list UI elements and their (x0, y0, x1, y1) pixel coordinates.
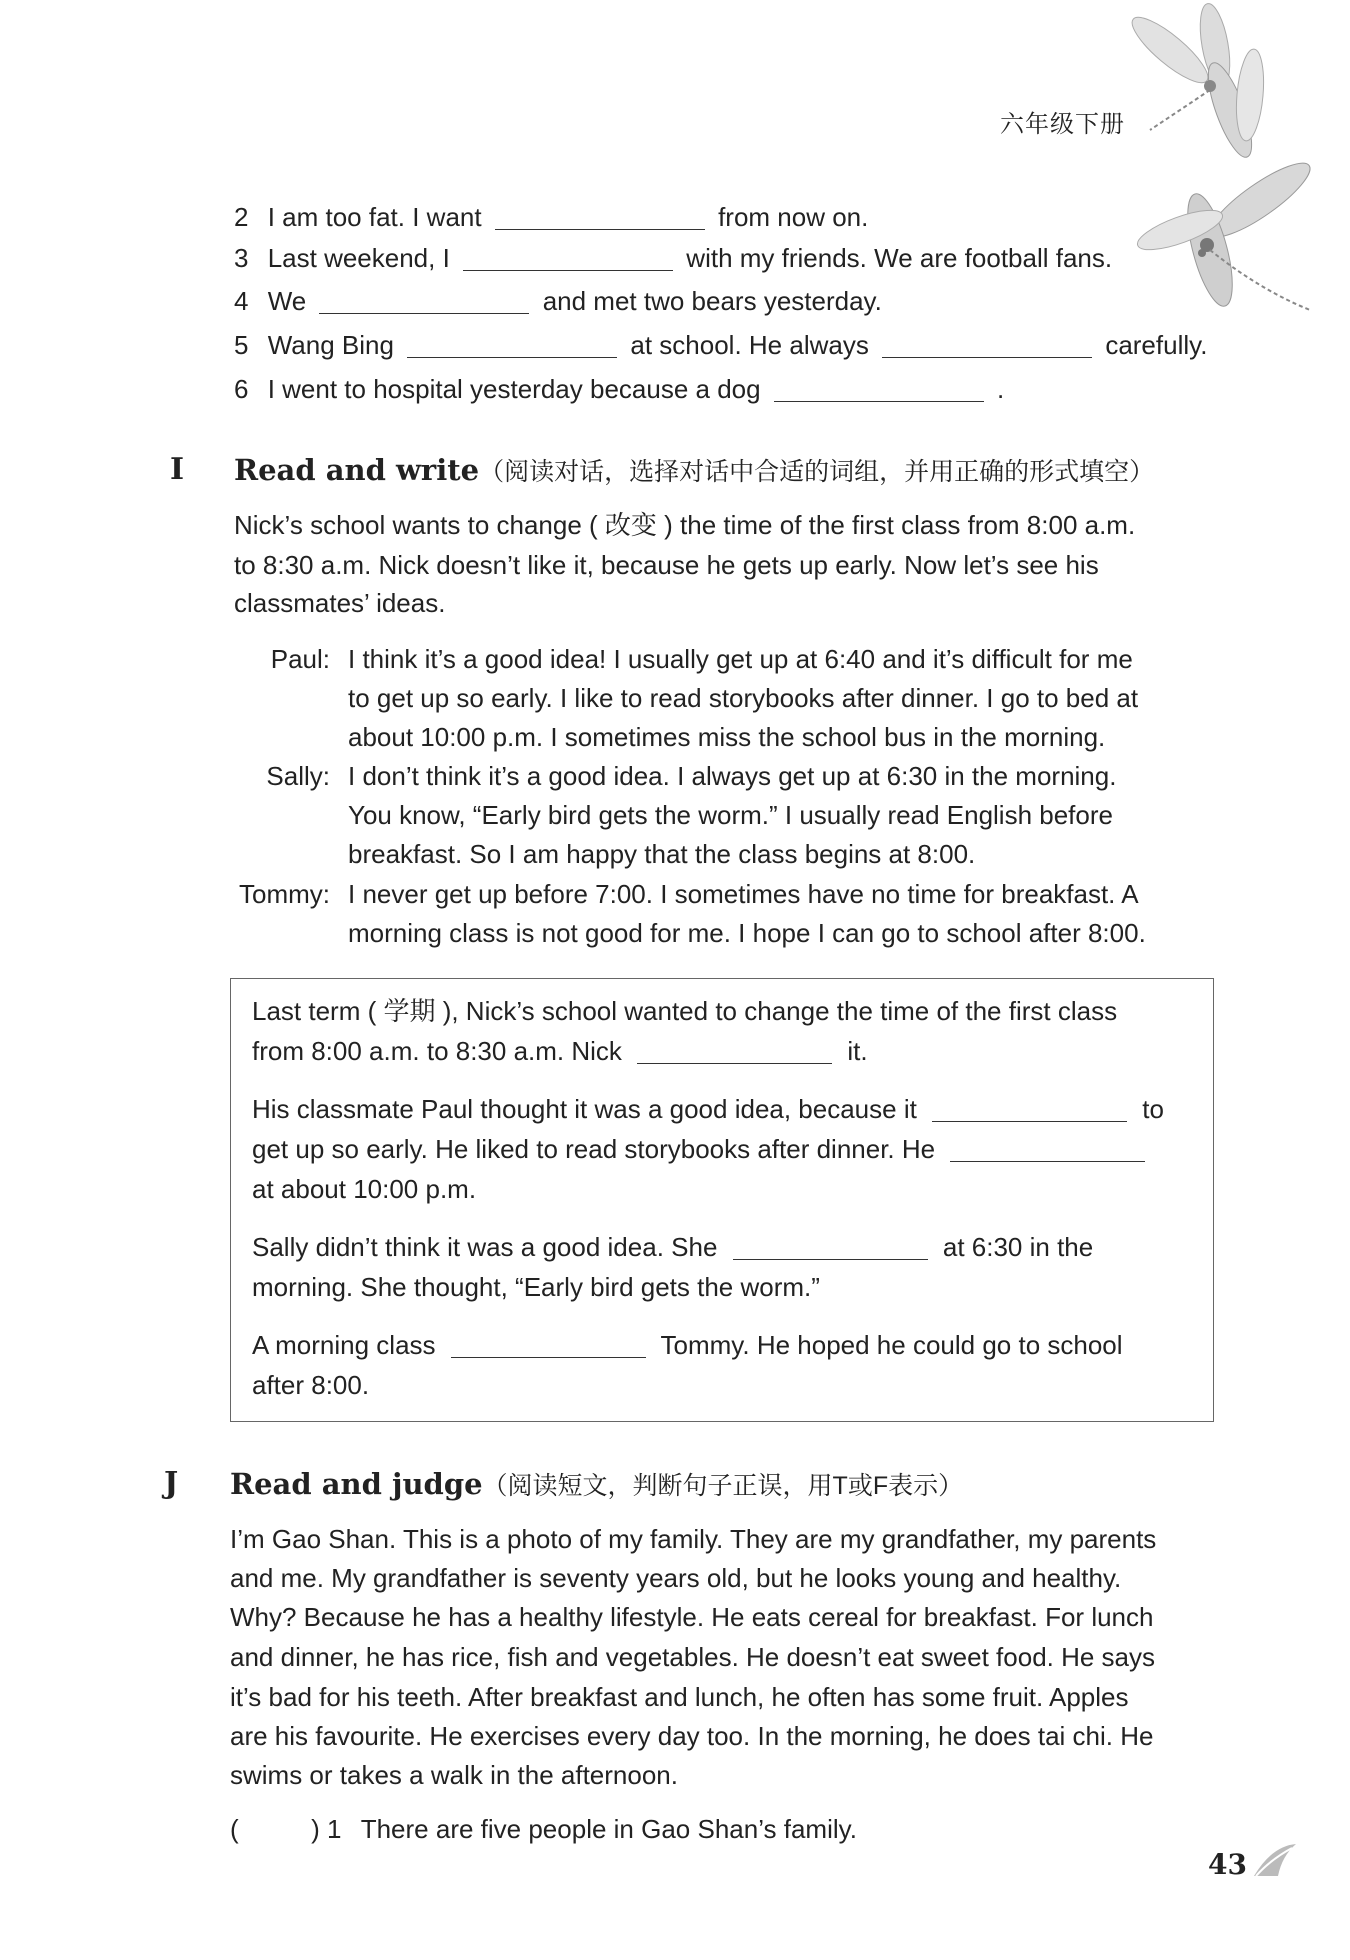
item-number: 3 (234, 243, 249, 273)
section-title-text: Read and judge (230, 1467, 483, 1501)
item-number: 4 (234, 286, 249, 316)
dialogue-line: about 10:00 p.m. I sometimes miss the school bus in the morning. (348, 722, 1106, 752)
answer-blank[interactable] (882, 331, 1092, 358)
dialogue-line: I think it’s a good idea! I usually get up at 6:40 and it’s difficult for me (348, 644, 1133, 674)
box-text: it. (847, 1036, 868, 1066)
box-line: at about 10:00 p.m. (252, 1174, 477, 1204)
page-number: 43 (1208, 1848, 1247, 1881)
answer-blank[interactable] (733, 1233, 928, 1260)
box-text: at 6:30 in the (942, 1232, 1094, 1262)
section-i-letter: I (170, 452, 185, 487)
speaker-sally: Sally: (266, 761, 330, 791)
passage-line: swims or takes a walk in the afternoon. (230, 1760, 678, 1790)
answer-blank[interactable] (495, 203, 705, 230)
dialogue-line: I never get up before 7:00. I sometimes have no time for breakfast. A (348, 879, 1139, 909)
answer-blank[interactable] (319, 287, 529, 314)
exercise-item-3 (234, 241, 1112, 275)
item-text-before: Wang Bing (267, 330, 394, 360)
box-line (252, 1132, 1153, 1166)
leaf-icon (1252, 1842, 1298, 1878)
answer-paren-open[interactable]: ( (230, 1814, 239, 1844)
box-text: to (1142, 1094, 1164, 1124)
section-title-text: Read and write (234, 453, 480, 487)
section-j-title (230, 1466, 963, 1502)
item-text-after: at school. He always (630, 330, 869, 360)
exercise-item-2 (234, 200, 868, 234)
dragonfly-bottom-icon (1133, 152, 1318, 310)
box-line (252, 1328, 1123, 1362)
item-text-before: Last weekend, I (267, 243, 450, 273)
passage-line: and dinner, he has rice, fish and vegetables. He doesn’t eat sweet food. He says (230, 1642, 1156, 1672)
box-line: morning. She thought, “Early bird gets the worm.” (252, 1272, 820, 1302)
answer-blank[interactable] (932, 1095, 1127, 1122)
item-text-before: We (267, 286, 307, 316)
item-number: 6 (234, 374, 249, 404)
answer-blank[interactable] (637, 1037, 832, 1064)
box-text: get up so early. He liked to read storybooks after dinner. He (252, 1134, 936, 1164)
question-text: There are five people in Gao Shan’s family. (360, 1814, 857, 1844)
item-number: 2 (234, 202, 249, 232)
section-i-title (234, 452, 1154, 488)
intro-line: to 8:30 a.m. Nick doesn’t like it, because he gets up early. Now let’s see his (234, 550, 1099, 580)
passage-line: I’m Gao Shan. This is a photo of my family. They are my grandfather, my parents (230, 1524, 1157, 1554)
item-text-before: I am too fat. I want (267, 202, 482, 232)
box-line: after 8:00. (252, 1370, 370, 1400)
box-text: Tommy. He hoped he could go to school (660, 1330, 1123, 1360)
item-text-after: with my friends. We are football fans. (686, 243, 1113, 273)
dialogue-line: to get up so early. I like to read storybooks after dinner. I go to bed at (348, 683, 1139, 713)
speaker-paul: Paul: (270, 644, 330, 674)
box-line: Last term ( 学期 ), Nick’s school wanted to change the time of the first class (252, 996, 1118, 1026)
item-text-after-2: carefully. (1105, 330, 1208, 360)
item-text-after: and met two bears yesterday. (542, 286, 882, 316)
answer-blank[interactable] (774, 375, 984, 402)
exercise-item-4 (234, 284, 882, 318)
dragonfly-top-icon (1124, 1, 1267, 161)
box-text: Sally didn’t think it was a good idea. She (252, 1232, 718, 1262)
dialogue-line: I don’t think it’s a good idea. I always get up at 6:30 in the morning. (348, 761, 1117, 791)
intro-line: Nick’s school wants to change ( 改变 ) the time of the first class from 8:00 a.m. (234, 510, 1136, 540)
box-text: from 8:00 a.m. to 8:30 a.m. Nick (252, 1036, 622, 1066)
box-text: His classmate Paul thought it was a good idea, because it (252, 1094, 917, 1124)
item-text-after: from now on. (718, 202, 869, 232)
exercise-item-6 (234, 372, 1004, 406)
passage-line: and me. My grandfather is seventy years old, but he looks young and healthy. (230, 1563, 1122, 1593)
passage-line: Why? Because he has a healthy lifestyle. He eats cereal for breakfast. For lunch (230, 1602, 1154, 1632)
box-text: A morning class (252, 1330, 436, 1360)
item-text-before: I went to hospital yesterday because a dog (267, 374, 761, 404)
grade-label: 六年级下册 (1000, 111, 1125, 138)
answer-blank[interactable] (451, 1331, 646, 1358)
answer-blank[interactable] (407, 331, 617, 358)
section-j-letter: J (164, 1466, 179, 1501)
dialogue-line: breakfast. So I am happy that the class begins at 8:00. (348, 839, 976, 869)
box-line (252, 1092, 1164, 1126)
passage-line: are his favourite. He exercises every day too. In the morning, he does tai chi. He (230, 1721, 1154, 1751)
exercise-item-5 (234, 328, 1207, 362)
question-number: ) 1 (311, 1814, 342, 1844)
passage-line: it’s bad for his teeth. After breakfast and lunch, he often has some fruit. Apples (230, 1682, 1129, 1712)
box-line (252, 1230, 1093, 1264)
box-line (252, 1034, 868, 1068)
dragonfly-decoration (1110, 0, 1350, 380)
judge-question-1 (230, 1812, 857, 1846)
item-number: 5 (234, 330, 249, 360)
section-instruction: （阅读对话，选择对话中合适的词组，并用正确的形式填空） (479, 458, 1155, 486)
item-text-after: . (997, 374, 1005, 404)
dialogue-line: morning class is not good for me. I hope I can go to school after 8:00. (348, 918, 1146, 948)
answer-blank[interactable] (463, 244, 673, 271)
dialogue-line: You know, “Early bird gets the worm.” I usually read English before (348, 800, 1113, 830)
answer-blank[interactable] (950, 1135, 1145, 1162)
intro-line: classmates’ ideas. (234, 588, 446, 618)
speaker-tommy: Tommy: (239, 879, 330, 909)
section-instruction: （阅读短文，判断句子正误，用T或F表示） (482, 1472, 964, 1500)
